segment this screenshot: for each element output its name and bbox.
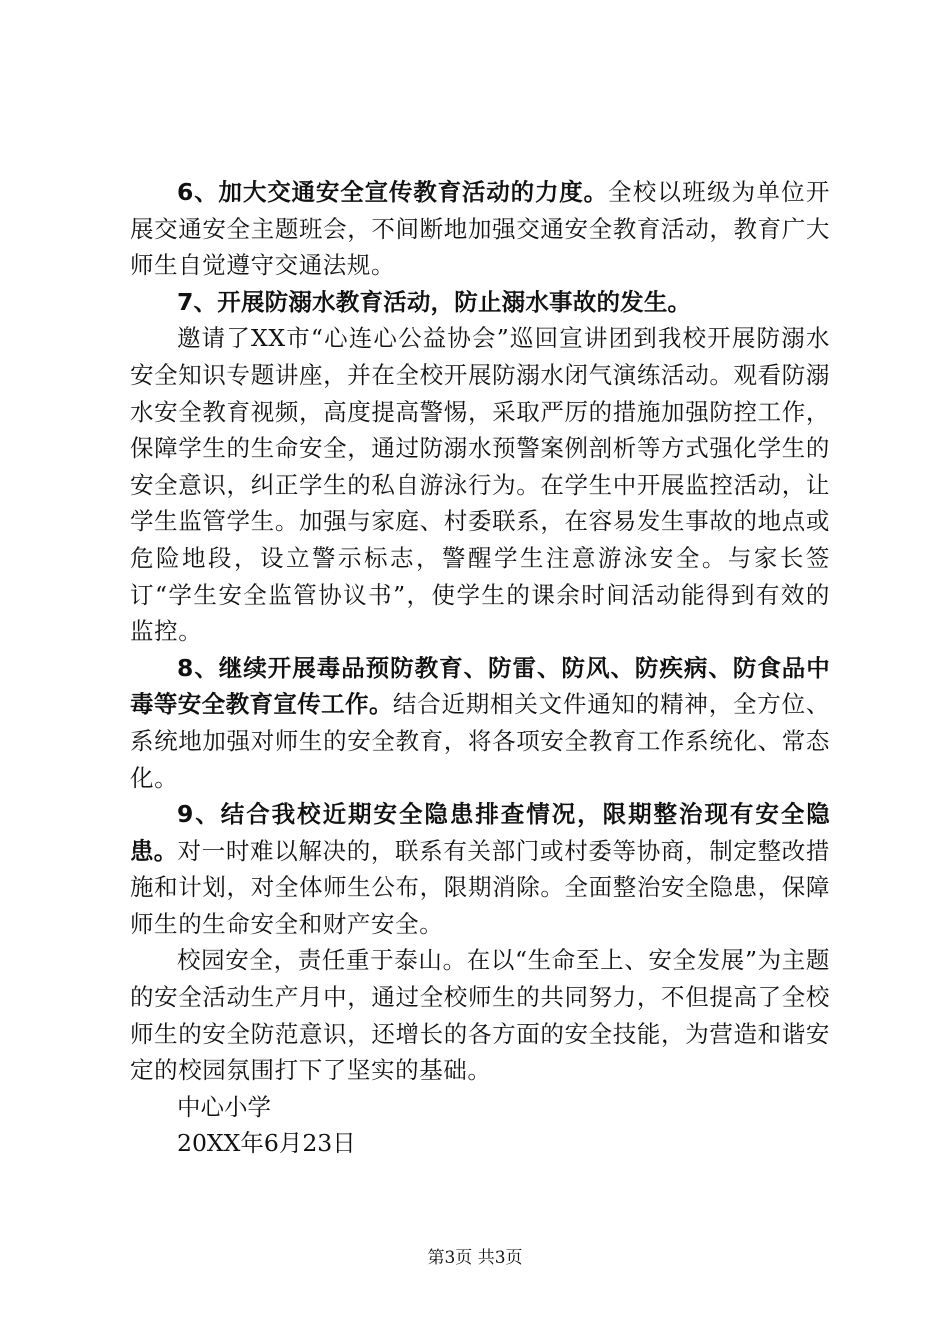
paragraph-8-text: 结合近期相关文件通知的精神，全方位、系统地加强对师生的安全教育，将各项安全教育工作系统化、常态化。 (130, 690, 830, 792)
conclusion-text: 校园安全，责任重于泰山。在以“生命至上、安全发展”为主题的安全活动生产月中，通过全校师生的共同努力，不但提高了全校师生的安全防范意识，还增长的各方面的安全技能，为营造和谐安定的校园氛围打下了坚实的基础。 (130, 946, 830, 1085)
page-footer: 第3页 共3页 (427, 1248, 523, 1268)
paragraph-7-body (130, 320, 830, 649)
paragraph-8-heading: 8、继续开展毒品预防教育、防雷、防风、防疾病、防食品中毒等安全教育宣传工作。 (130, 653, 830, 719)
paragraph-6 (130, 174, 830, 284)
paragraph-7-body-text: 邀请了XX市“心连心公益协会”巡回宣讲团到我校开展防溺水安全知识专题讲座，并在全校开展防溺水闭气演练活动。观看防溺水安全教育视频，高度提高警惕，采取严厉的措施加强防控工作，保障学生的生命安全，通过防溺水预警案例剖析等方式强化学生的安全意识，纠正学生的私自游泳行为。在学生中开展监控活动，让学生监管学生。加强与家庭、村委联系，在容易发生事故的地点或危险地段，设立警示标志，警醒学生注意游泳安全。与家长签订“学生安全监管协议书”，使学生的课余时间活动能得到有效的监控。 (130, 324, 830, 646)
document-body (130, 174, 830, 1162)
paragraph-7-heading: 7、开展防溺水教育活动，防止溺水事故的发生。 (177, 287, 692, 316)
conclusion-paragraph (130, 942, 830, 1088)
signature-date: 20XX年6月23日 (177, 1129, 356, 1158)
paragraph-7 (130, 284, 830, 321)
paragraph-9-text: 对一时难以解决的，联系有关部门或村委等协商，制定整改措施和计划，对全体师生公布，限期消除。全面整治安全隐患，保障师生的生命安全和财产安全。 (130, 836, 831, 938)
paragraph-8 (130, 650, 830, 796)
paragraph-9-heading: 9、结合我校近期安全隐患排查情况，限期整治现有安全隐患。 (130, 800, 830, 865)
paragraph-6-heading: 6、加大交通安全宣传教育活动的力度。 (177, 178, 608, 206)
signature-org: 中心小学 (177, 1092, 271, 1121)
paragraph-9 (130, 796, 830, 942)
paragraph-6-text: 全校以班级为单位开展交通安全主题班会，不间断地加强交通安全教育活动，教育广大师生自觉遵守交通法规。 (130, 178, 831, 280)
